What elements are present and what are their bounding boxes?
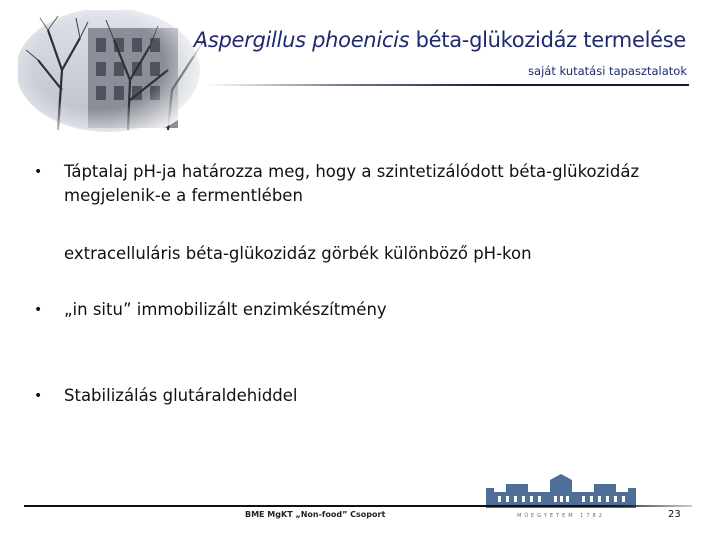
logo-caption: MŰEGYETEM 1782 [517, 513, 605, 519]
title-divider [205, 84, 689, 86]
bullet-line: Stabilizálás glutáraldehiddel [64, 386, 298, 405]
slide-subtitle: saját kutatási tapasztalatok [528, 64, 687, 78]
bullet-line: Táptalaj pH-ja határozza meg, hogy a szintetizálódott béta-glükozidáz [64, 162, 640, 181]
bullet-line: megjelenik-e a fermentlében [64, 186, 303, 205]
bullet-marker: • [34, 164, 43, 180]
bullet-marker: • [34, 302, 43, 318]
university-logo [486, 474, 636, 520]
footer-divider [24, 505, 692, 507]
footer-text: BME MgKT „Non-food” Csoport [245, 510, 386, 519]
title-rest: béta-glükozidáz termelése [409, 28, 686, 52]
title-species: Aspergillus phoenicis [193, 28, 410, 52]
bullet-line: extracelluláris béta-glükozidáz görbék különböző pH-kon [64, 244, 532, 263]
sub-text [64, 242, 532, 266]
bullet-line: „in situ” immobilizált enzimkészítmény [64, 300, 387, 319]
bullet-text [64, 384, 298, 408]
bullet-text [64, 160, 639, 208]
slide-title [150, 28, 686, 52]
page-number: 23 [668, 509, 681, 520]
bullet-text [64, 298, 387, 322]
bullet-marker: • [34, 388, 43, 404]
